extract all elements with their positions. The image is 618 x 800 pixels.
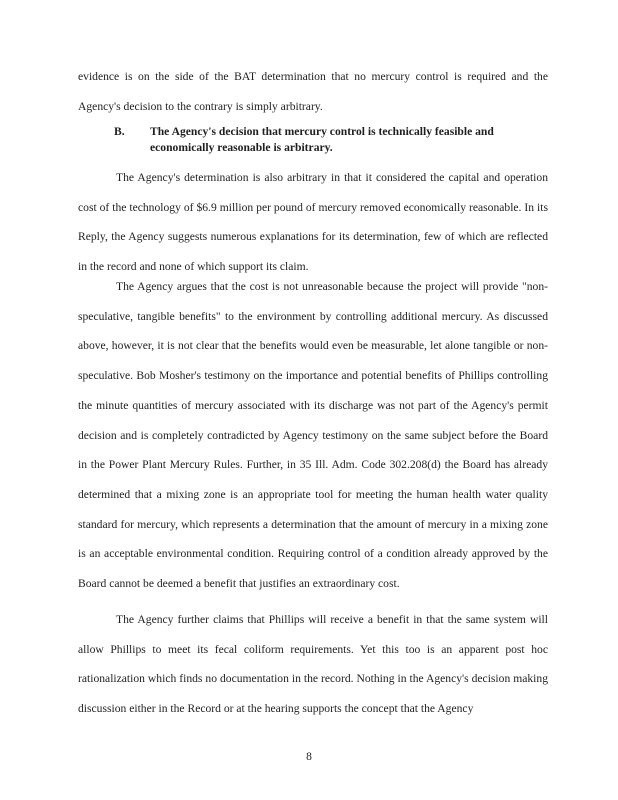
paragraph-continuation: evidence is on the side of the BAT determination that no mercury control is required and the Agency's decision to the contrary is simply arbitrary. [78, 70, 548, 113]
section-title: The Agency's decision that mercury control is technically feasible and economically reasonable is arbitrary. [150, 125, 494, 154]
paragraph-agency-argument: The Agency argues that the cost is not unreasonable because the project will provide "non-speculative, tangible benefits" to the environment by controlling additional mercury. As discussed above, however, it is not clear that the benefits would even be measurable, let alone tangible or non-speculative. Bob Mosher's testimony on the importance and potential benefits of Phillips controlling the minute quantities of mercury associated with its discharge was not part of the Agency's permit decision and is completely contradicted by Agency testimony on the same subject before the Board in the Power Plant Mercury Rules. Further, in 35 Ill. Adm. Code 302.208(d) the Board has already determined that a mixing zone is an appropriate tool for meeting the human health water quality standard for mercury, which represents a determination that the amount of mercury in a mixing zone is an acceptable environmental condition. Requiring control of a condition already approved by the Board cannot be deemed a benefit that justifies an extraordinary cost. [78, 280, 548, 591]
page-number: 8 [306, 750, 312, 763]
section-letter: B. [114, 125, 125, 138]
paragraph-cost-determination: The Agency's determination is also arbitrary in that it considered the capital and operation cost of the technology of $6.9 million per pound of mercury removed economically reasonable. In its Reply, the Agency suggests numerous explanations for its determination, few of which are reflected in the record and none of which support its claim. [78, 171, 548, 274]
paragraph-fecal-coliform: The Agency further claims that Phillips will receive a benefit in that the same system will allow Phillips to meet its fecal coliform requirements. Yet this too is an apparent post hoc rationalization which finds no documentation in the record. Nothing in the Agency's decision making discussion either in the Record or at the hearing supports the concept that the Agency [78, 613, 548, 716]
